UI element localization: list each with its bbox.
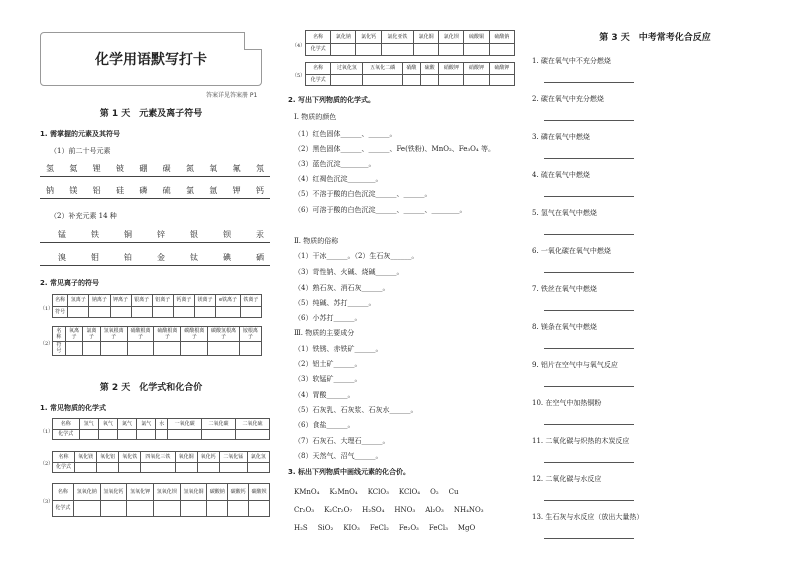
reaction-question: 12. 二氧化碳与水反应 [532,475,602,483]
table-header-cell: 名称 [53,295,68,307]
answer-cell[interactable] [381,43,413,56]
table-index: （1） [40,306,54,312]
corner-fold [244,32,262,50]
table-header-cell: 氯化钡 [439,31,464,44]
answer-line[interactable] [544,538,634,539]
element-name: 钛 [190,253,198,262]
answer-line[interactable] [544,158,634,159]
answer-cell[interactable] [363,74,402,86]
row-label: 符号 [53,341,66,356]
question-line: （5）石灰乳、石灰浆、石灰水______。 [294,406,418,414]
table-header-cell: 氧化镁 [75,452,97,463]
table-header-cell: 碳酸根离子 [181,327,208,342]
answer-reference: 答案详见答案册 P1 [206,92,258,99]
question-line: （5）纯碱、苏打______。 [294,299,376,307]
question-line: 2. 写出下列物质的化学式。 [288,96,375,104]
day3-heading: 第 3 天 中考常考化合反应 [599,33,711,43]
question-line: （6）可溶于酸的白色沉淀______、______、________。 [294,206,467,214]
answer-cell[interactable] [331,43,356,56]
formula: Cr₂O₃ [294,506,315,514]
table-header-cell: 硝酸 [402,63,420,75]
table-header-cell: 铁离子 [240,295,261,307]
answer-cell[interactable] [131,306,152,318]
element-name: 氖 [255,164,264,173]
table-header-cell: 氢氧化钠 [73,484,100,501]
element-name: 氩 [209,186,218,195]
table-index: （2） [40,461,54,467]
element-name: 硒 [256,253,264,262]
reaction-question: 3. 磷在氧气中燃烧 [532,133,590,141]
answer-cell[interactable] [181,341,208,356]
table-index: （3） [40,499,54,505]
question-line: （1）干冰______。（2）生石灰______。 [294,252,419,260]
formula: K₂MnO₄ [329,488,358,496]
table-index: （4） [292,43,306,49]
answer-cell[interactable] [240,306,261,318]
formula: HNO₃ [394,506,416,514]
element-name: 汞 [256,230,264,239]
reaction-question: 1. 碳在氧气中不充分燃烧 [532,57,611,65]
answer-line[interactable] [544,310,634,311]
table-header-cell: 氧化钙 [197,452,219,463]
table-header-cell: 氯化钙 [356,31,381,44]
question-line: Ⅲ. 物质的主要成分 [294,329,355,337]
answer-cell[interactable] [153,500,180,517]
table-header-cell: 铝离子 [152,295,173,307]
element-name: 锰 [58,230,66,239]
formula: SiO₂ [317,524,334,532]
underline [40,198,270,199]
page-title: 化学用语默写打卡 [95,52,207,68]
element-name: 硫 [162,186,171,195]
reaction-question: 10. 在空气中加热铜粉 [532,399,602,407]
table-index: （2） [40,341,54,347]
table-header-cell: 一氧化碳 [168,419,202,430]
formula: Cu [448,488,459,496]
question-line: （5）不溶于酸的白色沉淀______、______。 [294,190,432,198]
answer-cell[interactable] [173,306,194,318]
row-label: 化学式 [53,429,80,440]
day2-heading: 第 2 天 化学式和化合价 [99,383,203,393]
answer-line[interactable] [544,462,634,463]
element-name: 氢 [46,164,54,173]
table-header-cell: 氢气 [79,419,98,430]
question-line: （2）铝土矿______。 [294,360,362,368]
answer-cell[interactable] [75,462,97,473]
underline [40,242,270,243]
answer-cell[interactable] [195,306,216,318]
formula-table-5 [305,62,515,86]
question-line: Ⅱ. 物质的俗称 [294,237,339,245]
answer-cell[interactable] [236,429,270,440]
answer-cell[interactable] [65,341,82,356]
question-line: （6）食盐______。 [294,421,355,429]
table-header-cell: 名称 [53,484,74,501]
element-name: 钠 [46,186,54,195]
answer-cell[interactable] [464,74,489,86]
formula: FeCl₃ [428,524,448,532]
element-row-4 [52,252,270,263]
table-header-cell: 五氧化二磷 [363,63,402,75]
table-header-cell: 氢氧化钙 [100,484,127,501]
answer-cell[interactable] [73,500,100,517]
answer-cell[interactable] [202,429,236,440]
ion-table-2 [52,326,262,356]
answer-line[interactable] [544,120,634,121]
answer-line[interactable] [544,424,634,425]
table-header-cell: 氯化亚铁 [381,31,413,44]
question-line: （7）石灰石、大理石______。 [294,437,390,445]
answer-cell[interactable] [137,429,156,440]
answer-cell[interactable] [331,74,363,86]
table-header-cell: 氧化铁 [119,452,141,463]
table-index: （1） [40,429,54,435]
question-line: （4）熟石灰、消石灰______。 [294,284,390,292]
table-header-cell: 硝酸根离子 [127,327,154,342]
element-name: 铂 [124,253,132,262]
table-header-cell: 碳酸钡 [249,484,270,501]
element-name: 碳 [162,164,171,173]
answer-cell[interactable] [83,341,100,356]
answer-cell[interactable] [208,341,240,356]
question-line: （3）蓝色沉淀________。 [294,160,376,168]
table-header-cell: 硝酸钾 [439,63,464,75]
answer-cell[interactable] [68,306,89,318]
table-header-cell: 氢氧根离子 [100,327,127,342]
underline [40,265,270,266]
formula-table-1 [52,418,270,440]
formula-row [294,524,485,532]
answer-cell[interactable] [464,43,489,56]
element-name: 钾 [232,186,241,195]
answer-cell[interactable] [79,429,98,440]
table-header-cell: 硫酸铜 [464,31,489,44]
table-header-cell: 硫酸钠 [489,31,514,44]
element-name: 镁 [69,186,78,195]
element-name: 碘 [223,253,231,262]
ion-table-1 [52,294,262,318]
reaction-question: 5. 氢气在氧气中燃烧 [532,209,597,217]
table-header-cell: 氯离子 [83,327,100,342]
day1-s2: （2）补充元素 14 种 [50,212,117,220]
table-header-cell: 碳酸钙 [228,484,249,501]
table-header-cell: 二氧化硫 [236,419,270,430]
question-line: （4）胃酸______。 [294,391,355,399]
answer-cell[interactable] [228,500,249,517]
element-name: 银 [190,230,198,239]
table-header-cell: 钙离子 [173,295,194,307]
formula-table-4 [305,30,515,56]
table-header-cell: e铁离子 [216,295,241,307]
table-header-cell: 四氧化三铁 [141,452,175,463]
answer-cell[interactable] [168,429,202,440]
table-header-cell: 水 [156,419,168,430]
answer-line[interactable] [544,196,634,197]
element-name: 硼 [139,164,148,173]
table-header-cell: 名称 [53,419,80,430]
answer-cell[interactable] [127,341,154,356]
table-header-cell: 硫酸钾 [489,63,514,75]
answer-cell[interactable] [110,306,131,318]
answer-cell[interactable] [216,306,241,318]
table-header-cell: 名称 [53,327,66,342]
question-line: 3. 标出下列物质中画线元素的化合价。 [288,468,410,476]
answer-cell[interactable] [489,43,514,56]
formula: MgO [457,524,476,532]
answer-cell[interactable] [247,462,269,473]
answer-cell[interactable] [152,306,173,318]
title-box [40,32,262,86]
answer-cell[interactable] [420,74,438,86]
day1-q1: 1. 需掌握的元素及其符号 [40,130,120,138]
reaction-question: 7. 铁丝在氧气中燃烧 [532,285,597,293]
formula: KIO₃ [343,524,360,532]
table-header-cell: 二氧化碳 [202,419,236,430]
table-header-cell: 氧化铝 [97,452,119,463]
answer-cell[interactable] [98,429,117,440]
table-header-cell: 氯化氢 [247,452,269,463]
element-name: 钡 [223,230,231,239]
answer-cell[interactable] [402,74,420,86]
formula: K₂Cr₂O₇ [324,506,353,514]
answer-cell[interactable] [175,462,197,473]
element-name: 铍 [115,164,124,173]
element-name: 铜 [124,230,132,239]
formula: KClO₃ [367,488,389,496]
answer-cell[interactable] [141,462,175,473]
reaction-question: 9. 铝片在空气中与氧气反应 [532,361,618,369]
formula: FeCl₂ [369,524,389,532]
table-header-cell: 氯化铜 [413,31,438,44]
element-name: 硅 [115,186,124,195]
element-name: 锂 [92,164,101,173]
answer-cell[interactable] [100,500,127,517]
answer-cell[interactable] [413,43,438,56]
element-name: 铝 [92,186,101,195]
answer-cell[interactable] [439,43,464,56]
table-header-cell: 碳酸钠 [207,484,228,501]
table-header-cell: 氧化铜 [175,452,197,463]
table-header-cell: 氯气 [137,419,156,430]
table-header-cell: 名称 [53,452,75,463]
table-header-cell: 铵根离子 [239,327,261,342]
formula: KMnO₄ [294,488,320,496]
table-header-cell: 氯化钠 [331,31,356,44]
table-header-cell: 碳酸氢根离子 [208,327,240,342]
question-line: （1）铁锈、赤铁矿______。 [294,345,383,353]
table-header-cell: 氮气 [117,419,136,430]
table-header-cell: 氢氧化钾 [127,484,154,501]
answer-cell[interactable] [156,429,168,440]
answer-cell[interactable] [119,462,141,473]
element-name: 溴 [58,253,66,262]
element-name: 氯 [185,186,194,195]
day2-q1: 1. 常见物质的化学式 [40,404,106,412]
reaction-question: 8. 镁条在氧气中燃烧 [532,323,597,331]
table-header-cell: 硫酸根离子 [154,327,181,342]
question-line: （8）天然气、沼气______。 [294,452,383,460]
question-line: （4）红褐色沉淀________。 [294,175,383,183]
element-name: 金 [157,253,165,262]
element-name: 锌 [157,230,165,239]
answer-cell[interactable] [154,341,181,356]
day1-s1: （1）前二十号元素 [50,147,111,155]
formula: H₂SO₄ [362,506,385,514]
question-line: （6）小苏打______。 [294,314,362,322]
answer-line[interactable] [544,272,634,273]
table-header-cell: 氢氧化钡 [153,484,180,501]
formula-table-2 [52,451,270,473]
answer-cell[interactable] [97,462,119,473]
answer-cell[interactable] [249,500,270,517]
answer-cell[interactable] [207,500,228,517]
table-header-cell: 硫酸 [420,63,438,75]
table-header-cell: 名称 [306,63,331,75]
question-line: （2）黑色固体______、______、Fe(铁粉)、MnO₂、Fe₃O₄ 等。 [294,145,495,153]
answer-cell[interactable] [489,74,514,86]
table-header-cell: 钾离子 [110,295,131,307]
answer-line[interactable] [544,500,634,501]
reaction-question: 13. 生石灰与水反应（放出大量热） [532,513,644,521]
element-name: 氦 [69,164,78,173]
question-line: Ⅰ. 物质的颜色 [294,113,337,121]
element-name: 磷 [139,186,148,195]
answer-cell[interactable] [439,74,464,86]
table-index: （5） [292,73,306,79]
element-row-2 [40,185,270,196]
element-name: 钼 [91,253,99,262]
element-row-1 [40,163,270,174]
element-name: 氧 [209,164,218,173]
answer-cell[interactable] [117,429,136,440]
underline [40,176,270,177]
table-header-cell: 名称 [306,31,331,44]
table-header-cell: 钠离子 [89,295,110,307]
answer-cell[interactable] [356,43,381,56]
row-label: 符号 [53,306,68,318]
table-header-cell: 氧离子 [65,327,82,342]
day1-heading: 第 1 天 元素及离子符号 [99,109,203,119]
row-label: 化学式 [306,74,331,86]
table-header-cell: 过氧化氢 [331,63,363,75]
answer-line[interactable] [544,82,634,83]
table-header-cell: 氧气 [98,419,117,430]
answer-cell[interactable] [219,462,247,473]
question-line: （3）软锰矿______。 [294,375,362,383]
row-label: 化学式 [53,500,74,517]
row-label: 化学式 [53,462,75,473]
answer-cell[interactable] [127,500,154,517]
answer-line[interactable] [544,348,634,349]
table-header-cell: 氢离子 [68,295,89,307]
element-row-3 [52,229,270,240]
answer-cell[interactable] [89,306,110,318]
element-name: 氮 [185,164,194,173]
formula-table-3 [52,483,270,517]
formula: H₂S [294,524,308,532]
row-label: 化学式 [306,43,331,56]
table-header-cell: 镁离子 [195,295,216,307]
answer-cell[interactable] [100,341,127,356]
formula: Al₂O₃ [425,506,444,514]
reaction-question: 6. 一氧化碳在氧气中燃烧 [532,247,611,255]
answer-line[interactable] [544,386,634,387]
reaction-question: 2. 碳在氧气中充分燃烧 [532,95,604,103]
table-header-cell: 硝酸钾 [464,63,489,75]
answer-cell[interactable] [197,462,219,473]
answer-cell[interactable] [239,341,261,356]
reaction-question: 11. 二氧化碳与炽热的木炭反应 [532,437,630,445]
formula-row [294,506,494,514]
element-name: 钙 [255,186,264,195]
table-header-cell: 银离子 [131,295,152,307]
formula: NH₄NO₃ [453,506,484,514]
question-line: （3）苛性钠、火碱、烧碱______。 [294,268,404,276]
formula: Fe₂O₃ [398,524,419,532]
formula: KClO₄ [398,488,421,496]
answer-cell[interactable] [180,500,207,517]
table-header-cell: 氢氧化铜 [180,484,207,501]
formula: O₂ [430,488,439,496]
element-name: 铁 [91,230,99,239]
reaction-question: 4. 硫在氧气中燃烧 [532,171,590,179]
day1-q2: 2. 常见离子的符号 [40,279,99,287]
question-line: （1）红色固体______、______。 [294,130,397,138]
element-name: 氟 [232,164,241,173]
formula-row [294,488,469,496]
answer-line[interactable] [544,234,634,235]
table-header-cell: 二氧化锰 [219,452,247,463]
